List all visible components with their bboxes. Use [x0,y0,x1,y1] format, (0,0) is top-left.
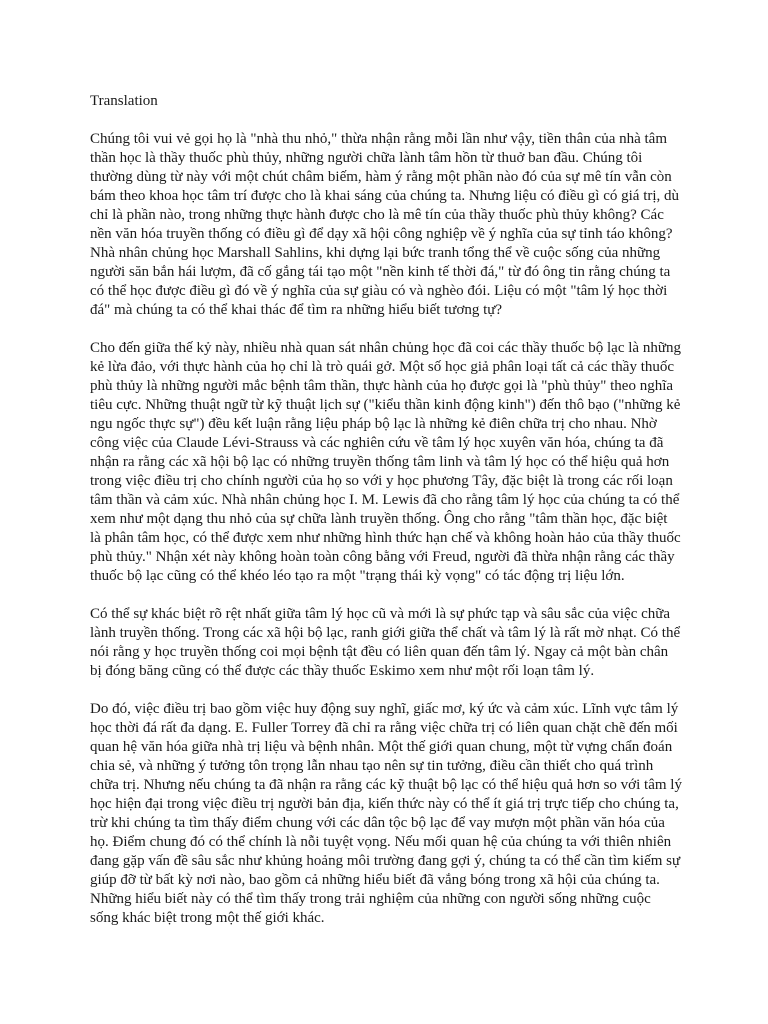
paragraph-2: Cho đến giữa thế kỷ này, nhiều nhà quan sát nhân chủng học đã coi các thầy thuốc bộ lạc là những kẻ lừa đảo, với thực hành của họ chỉ là trò quái gở. Một số học giả phân loại tất cả các thầy thuốc phù thủy là những người mắc bệnh tâm thần, thực hành của họ được gọi là "phù thủy" theo nghĩa tiêu cực. Những thuật ngữ từ kỹ thuật lịch sự ("kiểu thần kinh động kinh") đến thô bạo ("những kẻ ngu ngốc thực sự") đều kết luận rằng liệu pháp bộ lạc là những kẻ điên chữa trị cho nhau. Nhờ công việc của Claude Lévi-Strauss và các nghiên cứu về tâm lý học xuyên văn hóa, chúng ta đã nhận ra rằng các xã hội bộ lạc có những truyền thống tâm linh và tâm lý học có thể hiệu quả hơn trong việc điều trị cho chính người của họ so với y học phương Tây, đặc biệt là trong các rối loạn tâm thần và cảm xúc. Nhà nhân chủng học I. M. Lewis đã cho rằng tâm lý học của chúng ta có thể xem như một dạng thu nhỏ của sự chữa lành truyền thống. Ông cho rằng "tâm thần học, đặc biệt là phân tâm học, có thể được xem như những hình thức hạn chế và không hoàn hảo của thầy thuốc phù thủy." Nhận xét này không hoàn toàn công bằng với Freud, người đã thừa nhận rằng các thầy thuốc bộ lạc cũng có thể khéo léo tạo ra một "trạng thái kỳ vọng" có tác động trị liệu lớn. [90,340,681,584]
document-page [90,92,682,947]
document-title: Translation [90,93,158,109]
paragraph-4: Do đó, việc điều trị bao gồm việc huy động suy nghĩ, giấc mơ, ký ức và cảm xúc. Lĩnh vực tâm lý học thời đá rất đa dạng. E. Fuller Torrey đã chỉ ra rằng việc chữa trị có liên quan chặt chẽ đến mối quan hệ văn hóa giữa nhà trị liệu và bệnh nhân. Một thế giới quan chung, một từ vựng chẩn đoán chia sẻ, và những ý tưởng tôn trọng lẫn nhau tạo nên sự tin tưởng, điều cần thiết cho quá trình chữa trị. Nhưng nếu chúng ta đã nhận ra rằng các kỹ thuật bộ lạc có thể hiệu quả hơn so với tâm lý học hiện đại trong việc điều trị người bản địa, kiến thức này có thể ít giá trị trực tiếp cho chúng ta, trừ khi chúng ta tìm thấy điểm chung với các dân tộc bộ lạc để vay mượn một phần văn hóa của họ. Điểm chung đó có thể chính là nỗi tuyệt vọng. Nếu mối quan hệ của chúng ta với thiên nhiên đang gặp vấn đề sâu sắc như khủng hoảng môi trường đang gợi ý, chúng ta có thể cần tìm kiếm sự giúp đỡ từ bất kỳ nơi nào, bao gồm cả những hiểu biết đã vắng bóng trong xã hội của chúng ta. Những hiểu biết này có thể tìm thấy trong trải nghiệm của những con người sống những cuộc sống khác biệt trong một thế giới khác. [90,701,682,926]
paragraph-1: Chúng tôi vui vẻ gọi họ là "nhà thu nhỏ," thừa nhận rằng mỗi lần như vậy, tiền thân của nhà tâm thần học là thầy thuốc phù thủy, những người chữa lành tâm hồn từ thuở ban đầu. Chúng tôi thường dùng từ này với một chút châm biếm, hàm ý rằng một phần nào đó của sự mê tín vẫn còn bám theo khoa học tâm trí được cho là khai sáng của chúng ta. Nhưng liệu có điều gì có giá trị, dù chỉ là phần nào, trong những thực hành được cho là mê tín của thầy thuốc phù thủy không? Các nền văn hóa truyền thống có điều gì để dạy xã hội công nghiệp về ý nghĩa của sự tỉnh táo không? Nhà nhân chủng học Marshall Sahlins, khi dựng lại bức tranh tổng thể về cuộc sống của những người săn bắn hái lượm, đã cố gắng tái tạo một "nền kinh tế thời đá," từ đó ông tin rằng chúng ta có thể học được điều gì đó về ý nghĩa của sự giàu có và nghèo đói. Liệu có một "tâm lý học thời đá" mà chúng ta có thể khai thác để tìm ra những hiểu biết tương tự? [90,131,680,318]
paragraph-3: Có thể sự khác biệt rõ rệt nhất giữa tâm lý học cũ và mới là sự phức tạp và sâu sắc của việc chữa lành truyền thống. Trong các xã hội bộ lạc, ranh giới giữa thể chất và tâm lý là rất mờ nhạt. Có thể nói rằng y học truyền thống coi mọi bệnh tật đều có liên quan đến tâm lý. Ngay cả một bàn chân bị đóng băng cũng có thể được các thầy thuốc Eskimo xem như một rối loạn tâm lý. [90,606,681,679]
